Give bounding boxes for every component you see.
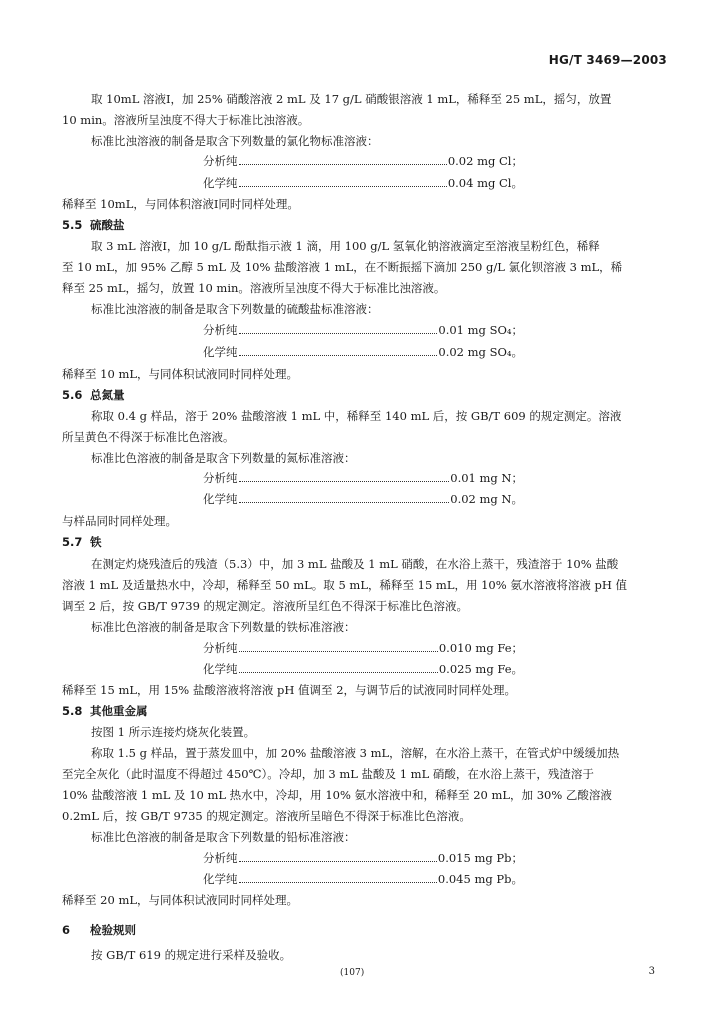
s57-std-intro: 标准比色溶液的制备是取含下列数量的铁标准溶液： [91,620,356,634]
s57-item-cp: 化学纯 0.025 mg Fe。 [203,662,523,676]
s57-dilute: 稀释至 15 mL，用 15% 盐酸溶液将溶液 pH 值调至 2，与调节后的试液同时同样处理。 [62,683,517,697]
s58-line-4: 0.2mL 后，按 GB/T 9735 的规定测定。溶液所呈暗色不得深于标准比色溶液。 [62,809,471,823]
s58-line-3: 10% 盐酸溶液 1 mL 及 10 mL 热水中，冷却，用 10% 氨水溶液中和，稀释至 20 mL，加 30% 乙酸溶液 [62,788,612,802]
section-5-6-heading: 5.6 总氮量 [62,388,125,402]
s58-line-0: 按图 1 所示连接灼烧灰化装置。 [91,725,256,739]
s57-line-3: 调至 2 后，按 GB/T 9739 的规定测定。溶液所呈红色不得深于标准比色溶液。 [62,599,469,613]
s55-line-1: 取 3 mL 溶液Ⅰ，加 10 g/L 酚酞指示液 1 滴，用 100 g/L 氢氧化钠溶液滴定至溶液呈粉红色，稀释 [91,239,600,253]
standard-code: HG/T 3469—2003 [548,53,667,67]
s55-line-3: 释至 25 mL，摇匀，放置 10 min。溶液所呈浊度不得大于标准比浊溶液。 [62,281,446,295]
s55-line-2: 至 10 mL，加 95% 乙醇 5 mL 及 10% 盐酸溶液 1 mL，在不断振摇下滴加 250 g/L 氯化钡溶液 3 mL，稀 [62,260,623,274]
chloride-dilute: 稀释至 10mL，与同体积溶液Ⅰ同时同样处理。 [62,197,299,211]
s56-std-intro: 标准比色溶液的制备是取含下列数量的氮标准溶液： [91,451,356,465]
s58-item-cp: 化学纯 0.045 mg Pb。 [203,872,523,886]
page-number-center: (107) [340,968,365,978]
s58-std-intro: 标准比色溶液的制备是取含下列数量的铅标准溶液： [91,830,356,844]
s58-line-1: 称取 1.5 g 样品，置于蒸发皿中，加 20% 盐酸溶液 3 mL，溶解，在水浴上蒸干，在管式炉中缓缓加热 [91,746,620,760]
s56-line-1: 称取 0.4 g 样品，溶于 20% 盐酸溶液 1 mL 中，稀释至 140 mL 后，按 GB/T 609 的规定测定。溶液 [91,409,622,423]
s58-dilute: 稀释至 20 mL，与同体积试液同时同样处理。 [62,893,298,907]
s57-line-1: 在测定灼烧残渣后的残渣（5.3）中，加 3 mL 盐酸及 1 mL 硝酸，在水浴上蒸干，残渣溶于 10% 盐酸 [91,557,619,571]
chloride-para-line-1: 取 10mL 溶液Ⅰ，加 25% 硝酸溶液 2 mL 及 17 g/L 硝酸银溶液 1 mL，稀释至 25 mL，摇匀，放置 [91,92,612,106]
chloride-item-ar: 分析纯 0.02 mg Cl； [203,154,523,168]
s57-item-ar: 分析纯 0.010 mg Fe； [203,641,523,655]
s55-item-cp: 化学纯 0.02 mg SO₄。 [203,345,523,359]
s56-item-cp: 化学纯 0.02 mg N。 [203,492,523,506]
section-5-7-heading: 5.7 铁 [62,535,102,549]
chloride-std-intro: 标准比浊溶液的制备是取含下列数量的氯化物标准溶液： [91,134,379,148]
s56-line-2: 所呈黄色不得深于标准比色溶液。 [62,430,235,444]
s58-line-2: 至完全灰化（此时温度不得超过 450℃）。冷却，加 3 mL 盐酸及 1 mL 硝酸，在水浴上蒸干，残渣溶于 [62,767,594,781]
section-5-5-heading: 5.5 硫酸盐 [62,218,125,232]
page-number-right: 3 [648,966,655,977]
chloride-item-cp: 化学纯 0.04 mg Cl。 [203,176,523,190]
s55-dilute: 稀释至 10 mL，与同体积试液同时同样处理。 [62,367,298,381]
section-6-heading: 6 检验规则 [62,923,136,937]
s56-dilute: 与样品同时同样处理。 [62,514,177,528]
s57-line-2: 溶液 1 mL 及适量热水中，冷却，稀释至 50 mL。取 5 mL，稀释至 15 mL，用 10% 氨水溶液将溶液 pH 值 [62,578,628,592]
s55-item-ar: 分析纯 0.01 mg SO₄； [203,323,523,337]
s6-line-1: 按 GB/T 619 的规定进行采样及验收。 [91,948,292,962]
s56-item-ar: 分析纯 0.01 mg N； [203,471,523,485]
section-5-8-heading: 5.8 其他重金属 [62,704,148,718]
s55-std-intro: 标准比浊溶液的制备是取含下列数量的硫酸盐标准溶液： [91,302,379,316]
s58-item-ar: 分析纯 0.015 mg Pb； [203,851,523,865]
chloride-para-line-2: 10 min。溶液所呈浊度不得大于标准比浊溶液。 [62,113,310,127]
